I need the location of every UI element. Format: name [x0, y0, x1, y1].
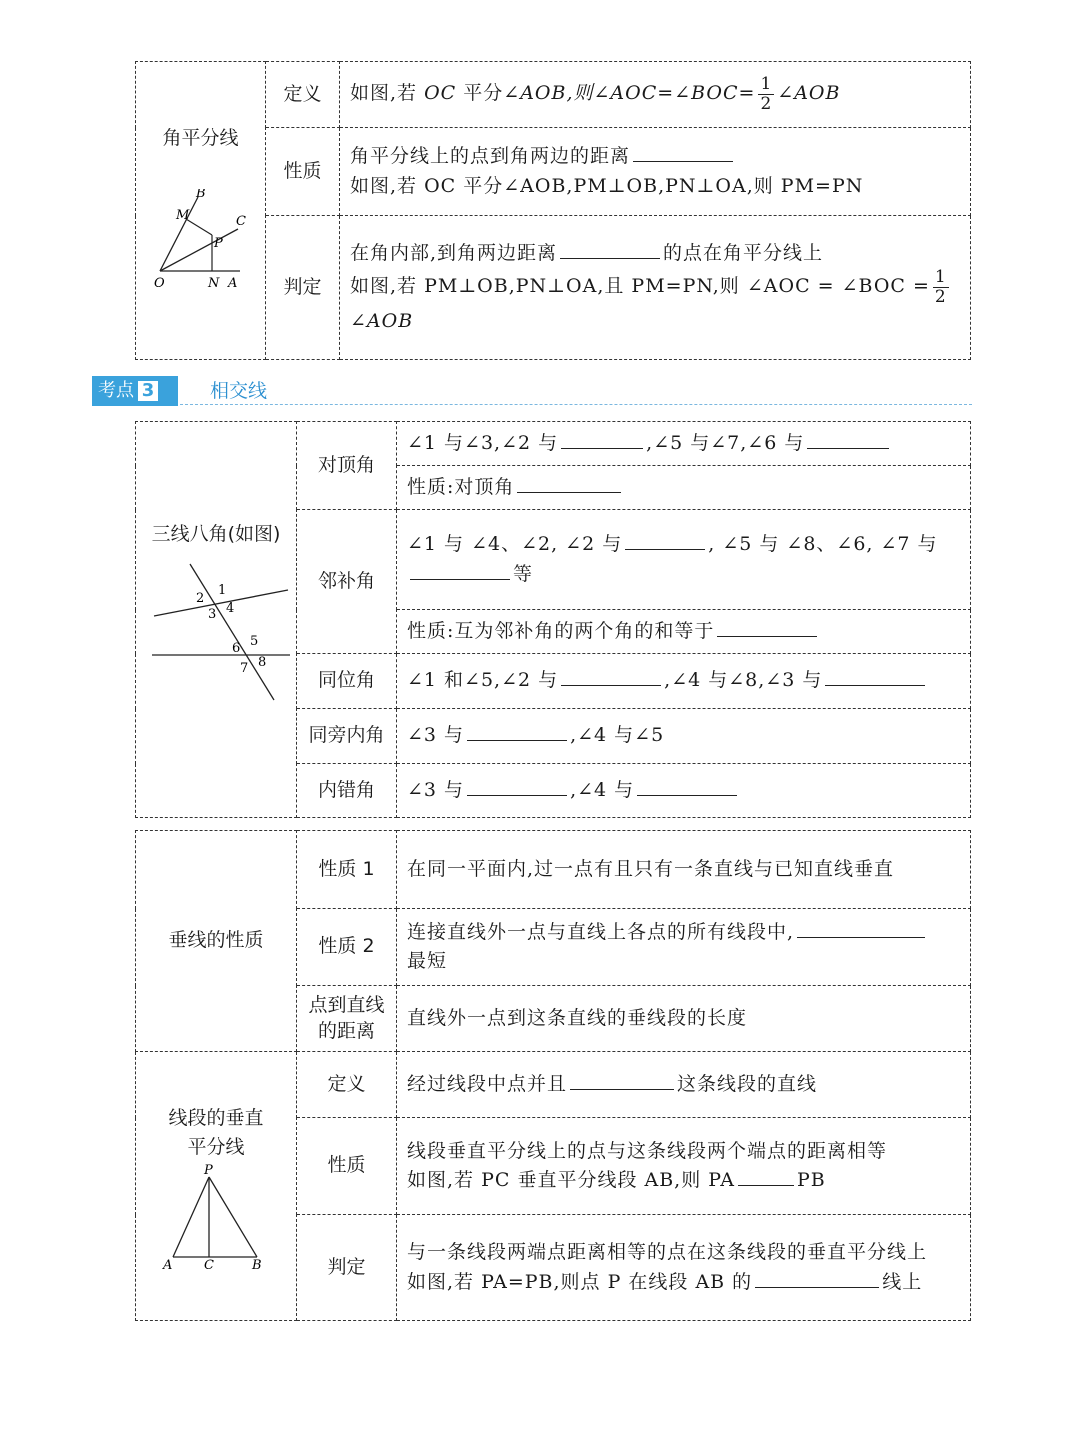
eight-angles-title: 三线八角(如图)	[151, 523, 281, 546]
fig1-label-A: A	[228, 276, 238, 292]
corresponding-angles-label: 同位角	[297, 654, 397, 709]
vertical-angles-row2: 性质:对顶角	[397, 466, 971, 510]
blank[interactable]	[560, 240, 660, 259]
perp-bisector-figure	[161, 1163, 271, 1273]
eight-angles-figure	[146, 560, 296, 710]
blank[interactable]	[637, 777, 737, 796]
judge-label: 判定	[266, 216, 340, 360]
perp-bisector-prop-label: 性质	[297, 1118, 397, 1215]
perp-prop1-label: 性质 1	[297, 831, 397, 909]
blank[interactable]	[807, 430, 889, 449]
prop-content: 角平分线上的点到角两边的距离 如图,若 OC 平分∠AOB,PM⊥OB,PN⊥OA,则 PM=PN	[340, 128, 971, 216]
adjacent-supplementary-label: 邻补角	[297, 510, 397, 654]
angle-label-6: 6	[232, 640, 241, 656]
angle-label-1: 1	[218, 582, 227, 598]
fig1-label-N: N	[208, 276, 220, 292]
perpendicular-table	[135, 830, 971, 1321]
perp-bisector-prop-content: 线段垂直平分线上的点与这条线段两个端点的距离相等 如图,若 PC 垂直平分线段 AB,则 PA PB	[397, 1118, 971, 1215]
fig1-label-B: B	[196, 189, 206, 202]
perp-bisector-judge-label: 判定	[297, 1215, 397, 1321]
section-header	[92, 374, 972, 408]
angle-bisector-category-cell	[136, 62, 266, 360]
prop-label: 性质	[266, 128, 340, 216]
angle-label-2: 2	[196, 590, 205, 606]
angle-bisector-figure	[146, 189, 256, 299]
angle-label-5: 5	[250, 633, 259, 649]
judge-content: 在角内部,到角两边距离 的点在角平分线上 如图,若 PM⊥OB,PN⊥OA,且 PM=PN,则 ∠AOC = ∠BOC = $\frac{1}{2}$ ∠AOB	[340, 216, 971, 360]
blank[interactable]	[467, 777, 567, 796]
perp-bisector-def-label: 定义	[297, 1052, 397, 1118]
blank[interactable]	[797, 919, 925, 938]
perp-bisector-category-cell	[136, 1052, 297, 1321]
blank[interactable]	[717, 618, 817, 637]
vertical-angles-row1: ∠1 与∠3,∠2 与 ,∠5 与∠7,∠6 与	[397, 422, 971, 466]
perp-bisector-title: 线段的垂直平分线	[168, 1107, 264, 1158]
perpendicular-category: 垂线的性质	[136, 831, 297, 1052]
blank[interactable]	[755, 1269, 879, 1288]
adjacent-supplementary-row1: ∠1 与 ∠4、∠2, ∠2 与 , ∠5 与 ∠8、∠6, ∠7 与 等	[397, 510, 971, 610]
fig3-label-A: A	[163, 1258, 173, 1273]
blank[interactable]	[625, 531, 705, 550]
fig1-label-C: C	[236, 214, 246, 230]
three-lines-eight-angles-table	[135, 421, 971, 818]
perp-bisector-judge-content: 与一条线段两端点距离相等的点在这条线段的垂直平分线上 如图,若 PA=PB,则点 P 在线段 AB 的 线上	[397, 1215, 971, 1321]
blank[interactable]	[561, 430, 643, 449]
half-fraction: $\frac{1}{2}$	[760, 74, 773, 114]
point-line-distance-content: 直线外一点到这条直线的垂线段的长度	[397, 986, 971, 1052]
adjacent-supplementary-row2: 性质:互为邻补角的两个角的和等于	[397, 610, 971, 654]
blank[interactable]	[570, 1071, 674, 1090]
fig3-label-C: C	[204, 1258, 214, 1273]
co-interior-angles-label: 同旁内角	[297, 709, 397, 764]
section-divider	[180, 404, 972, 405]
blank[interactable]	[467, 722, 567, 741]
half-fraction: $\frac{1}{2}$	[934, 267, 947, 307]
section-title: 相交线	[210, 380, 268, 402]
angle-label-7: 7	[240, 660, 249, 676]
vertical-angles-label: 对顶角	[297, 422, 397, 510]
fig1-label-M: M	[176, 208, 190, 224]
fig1-label-O: O	[154, 276, 165, 292]
co-interior-angles-content: ∠3 与 ,∠4 与∠5	[397, 709, 971, 764]
corresponding-angles-content: ∠1 和∠5,∠2 与 ,∠4 与∠8,∠3 与	[397, 654, 971, 709]
blank[interactable]	[738, 1167, 794, 1186]
fig1-label-P: P	[214, 236, 223, 252]
section-badge: 考点 3	[92, 376, 178, 406]
alternate-angles-content: ∠3 与 ,∠4 与	[397, 764, 971, 818]
angle-bisector-table	[135, 61, 971, 360]
def-label: 定义	[266, 62, 340, 128]
perp-prop1-content: 在同一平面内,过一点有且只有一条直线与已知直线垂直	[397, 831, 971, 909]
blank[interactable]	[517, 474, 621, 493]
eight-angles-category-cell	[136, 422, 297, 818]
angle-label-3: 3	[208, 606, 217, 622]
blank[interactable]	[825, 667, 925, 686]
point-line-distance-label: 点到直线的距离	[297, 986, 397, 1052]
blank[interactable]	[561, 667, 661, 686]
angle-label-8: 8	[258, 654, 267, 670]
blank[interactable]	[410, 561, 510, 580]
perp-bisector-def-content: 经过线段中点并且 这条线段的直线	[397, 1052, 971, 1118]
perp-prop2-content: 连接直线外一点与直线上各点的所有线段中, 最短	[397, 909, 971, 986]
perp-prop2-label: 性质 2	[297, 909, 397, 986]
fig3-label-P: P	[204, 1163, 213, 1178]
alternate-angles-label: 内错角	[297, 764, 397, 818]
angle-label-4: 4	[226, 600, 235, 616]
blank[interactable]	[633, 143, 733, 162]
angle-bisector-title: 角平分线	[162, 127, 239, 149]
fig3-label-B: B	[252, 1258, 262, 1273]
def-content: 如图,若 OC 平分∠AOB,则∠AOC=∠BOC= $\frac{1}{2}$ ∠AOB	[340, 62, 971, 128]
